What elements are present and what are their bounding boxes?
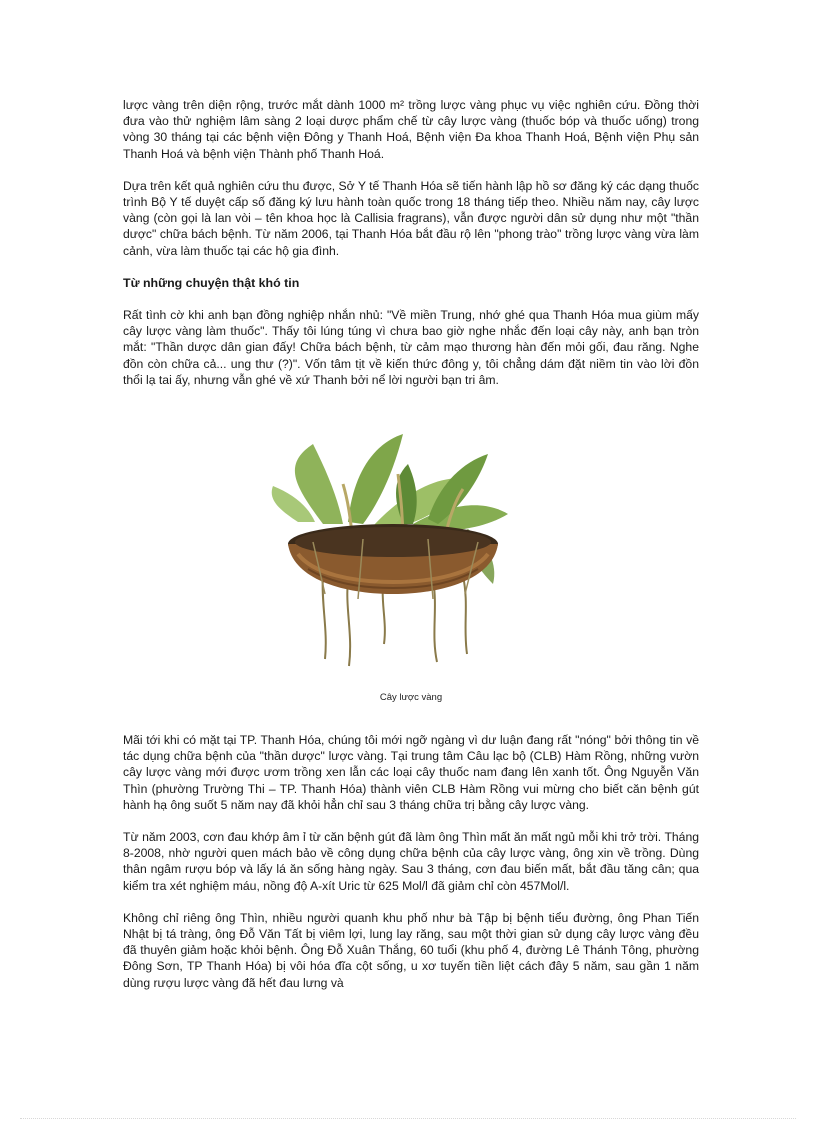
figure-caption: Cây lược vàng bbox=[379, 692, 443, 704]
section-heading: Từ những chuyện thật khó tin bbox=[123, 275, 300, 290]
paragraph-intro: Rất tình cờ khi anh bạn đồng nghiệp nhắn nhủ: "Về miền Trung, nhớ ghé qua Thanh Hóa mua giùm mấy cây lược vàng làm thuốc". Thấy tôi lúng túng vì chưa bao giờ nghe nhắc đến loại cây này, anh bạn tròn mắt: "Thần dược dân gian đấy! Chữa bách bệnh, từ cảm mạo thương hàn đến mỏi gối, đau răng. Nghe đồn còn chữa cả... ung thư (?)". Vốn tâm tịt về kiến thức đông y, tôi chẳng dám đặt niềm tin vào lời đồn thổi lạ tai ấy, nhưng vẫn ghé về xứ Thanh bởi nể lời người bạn tri âm. bbox=[123, 308, 699, 387]
paragraph-5: Không chỉ riêng ông Thìn, nhiều người quanh khu phố như bà Tập bị bệnh tiểu đường, ông Phan Tiến Nhật bị tá tràng, ông Đỗ Văn Tất bị viêm lợi, lung lay răng, sau một thời gian sử dụng cây lược vàng đều đã thuyên giảm hoặc khỏi bệnh. Ông Đỗ Xuân Thắng, 60 tuổi (khu phố 4, đường Lê Thánh Tông, phường Đông Sơn, TP Thanh Hóa) bị vôi hóa đĩa cột sống, u xơ tuyến tiền liệt cách đây 5 năm, sau gần 1 năm dùng rượu lược vàng đã hết đau lưng và bbox=[123, 910, 699, 990]
plant-figure bbox=[123, 404, 699, 716]
page-bottom-rule bbox=[20, 1118, 796, 1119]
paragraph-2: Dựa trên kết quả nghiên cứu thu được, Sở Y tế Thanh Hóa sẽ tiến hành lập hồ sơ đăng ký các dạng thuốc trình Bộ Y tế duyệt cấp số đăng ký lưu hành toàn quốc trong 18 tháng tiếp theo. Nhiều năm nay, cây lược vàng (còn gọi là lan vòi – tên khoa học là Callisia fragrans), vẫn được người dân sử dụng như một "thần dược" chữa bách bệnh. Từ năm 2006, tại Thanh Hóa bắt đầu rộ lên "phong trào" trồng lược vàng vừa làm cảnh, vừa làm thuốc tại các hộ gia đình. bbox=[123, 178, 699, 258]
pot bbox=[288, 524, 498, 594]
paragraph-3: Mãi tới khi có mặt tại TP. Thanh Hóa, chúng tôi mới ngỡ ngàng vì dư luận đang rất "nóng" bởi thông tin về tác dụng chữa bệnh của "thần dược" lược vàng. Tại trung tâm Câu lạc bộ (CLB) Hàm Rồng, những vườn cây lược vàng mới được ươm trồng xen lẫn các loại cây thuốc nam đang lên xanh tốt. Ông Nguyễn Văn Thìn (phường Trường Thi – TP. Thanh Hóa) thành viên CLB Hàm Rồng vui mừng cho biết căn bệnh gút hành hạ ông suốt 5 năm nay đã khỏi hẳn chỉ sau 3 tháng chữa trị bằng cây lược vàng. bbox=[123, 733, 699, 812]
plant-image bbox=[253, 404, 553, 684]
article-body bbox=[123, 97, 699, 1007]
paragraph-1: lược vàng trên diện rộng, trước mắt dành 1000 m² trồng lược vàng phục vụ việc nghiên cứu. Đồng thời đưa vào thử nghiệm lâm sàng 2 loại dược phẩm chế từ cây lược vàng (thuốc bóp và thuốc uống) trong vòng 30 tháng tại các bệnh viện Đông y Thanh Hoá, Bệnh viện Đa khoa Thanh Hoá, Bệnh viện Phụ sản Thanh Hoá và bệnh viện Thành phố Thanh Hoá. bbox=[123, 98, 699, 161]
paragraph-4: Từ năm 2003, cơn đau khớp âm ỉ từ căn bệnh gút đã làm ông Thìn mất ăn mất ngủ mỗi khi trở trời. Tháng 8-2008, nhờ người quen mách bảo về công dụng chữa bệnh của cây lược vàng, ông xin về trồng. Dùng thân ngâm rượu bóp và lấy lá ăn sống hàng ngày. Sau 3 tháng, cơn đau biến mất, bắt đầu tăng cân; qua kiểm tra xét nghiệm máu, nồng độ A-xít Uric từ 625 Mol/l đã giảm chỉ còn 457Mol/l. bbox=[123, 830, 699, 893]
